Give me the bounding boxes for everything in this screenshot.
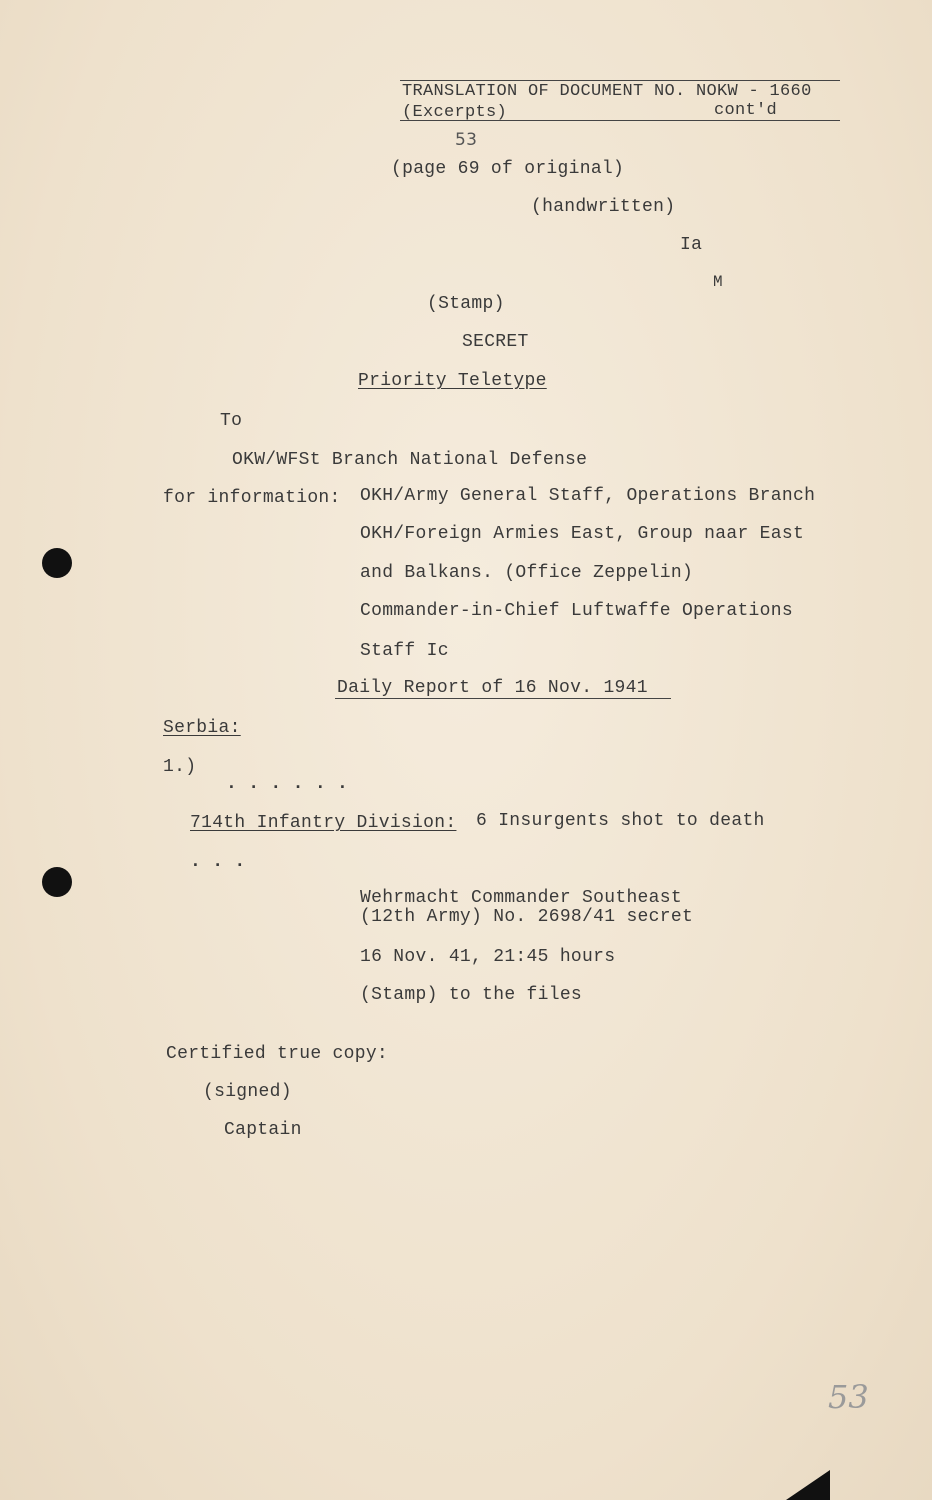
info-line: OKH/Foreign Armies East, Group naar East bbox=[360, 524, 805, 544]
sender-line: (12th Army) No. 2698/41 secret bbox=[360, 907, 694, 927]
priority-teletype: Priority Teletype bbox=[358, 371, 547, 391]
certified-label: Certified true copy: bbox=[166, 1044, 389, 1064]
sender-datetime: 16 Nov. 41, 21:45 hours bbox=[360, 947, 616, 967]
handwritten-page-mark: 53 bbox=[828, 1378, 869, 1416]
secret-label: SECRET bbox=[462, 332, 529, 352]
to-label: To bbox=[220, 411, 243, 431]
ellipsis-dots: . . . bbox=[190, 852, 246, 872]
recipient: OKW/WFSt Branch National Defense bbox=[232, 450, 588, 470]
m-mark: M bbox=[713, 273, 723, 291]
info-line: Staff Ic bbox=[360, 641, 449, 661]
torn-corner bbox=[786, 1470, 830, 1500]
page-of-original: (page 69 of original) bbox=[391, 159, 625, 179]
files-note: (Stamp) to the files bbox=[360, 985, 583, 1005]
punch-hole bbox=[42, 548, 72, 578]
page-number: 53 bbox=[455, 130, 478, 150]
report-title-rule bbox=[335, 698, 671, 699]
handwritten-note: (handwritten) bbox=[531, 197, 676, 217]
for-information-label: for information: bbox=[163, 488, 341, 508]
ellipsis-dots: . . . . . . bbox=[226, 774, 349, 794]
section-serbia: Serbia: bbox=[163, 718, 241, 738]
item-number: 1.) bbox=[163, 757, 197, 777]
excerpts-label: (Excerpts) bbox=[402, 103, 508, 122]
info-line: OKH/Army General Staff, Operations Branch bbox=[360, 486, 816, 506]
header-bottom-rule bbox=[400, 120, 840, 121]
sender-line: Wehrmacht Commander Southeast bbox=[360, 888, 682, 908]
rank-label: Captain bbox=[224, 1120, 302, 1140]
punch-hole bbox=[42, 867, 72, 897]
division-report: 6 Insurgents shot to death bbox=[476, 811, 765, 831]
report-title: Daily Report of 16 Nov. 1941 bbox=[337, 678, 648, 698]
document-title: TRANSLATION OF DOCUMENT NO. NOKW - 1660 bbox=[402, 82, 812, 101]
stamp-note: (Stamp) bbox=[427, 294, 505, 314]
ia-mark: Ia bbox=[680, 235, 703, 255]
signed-label: (signed) bbox=[203, 1082, 292, 1102]
contd-label: cont'd bbox=[714, 101, 778, 120]
division-label: 714th Infantry Division: bbox=[190, 813, 457, 833]
info-line: Commander-in-Chief Luftwaffe Operations bbox=[360, 601, 793, 621]
info-line: and Balkans. (Office Zeppelin) bbox=[360, 563, 694, 583]
header-top-rule bbox=[400, 80, 840, 81]
